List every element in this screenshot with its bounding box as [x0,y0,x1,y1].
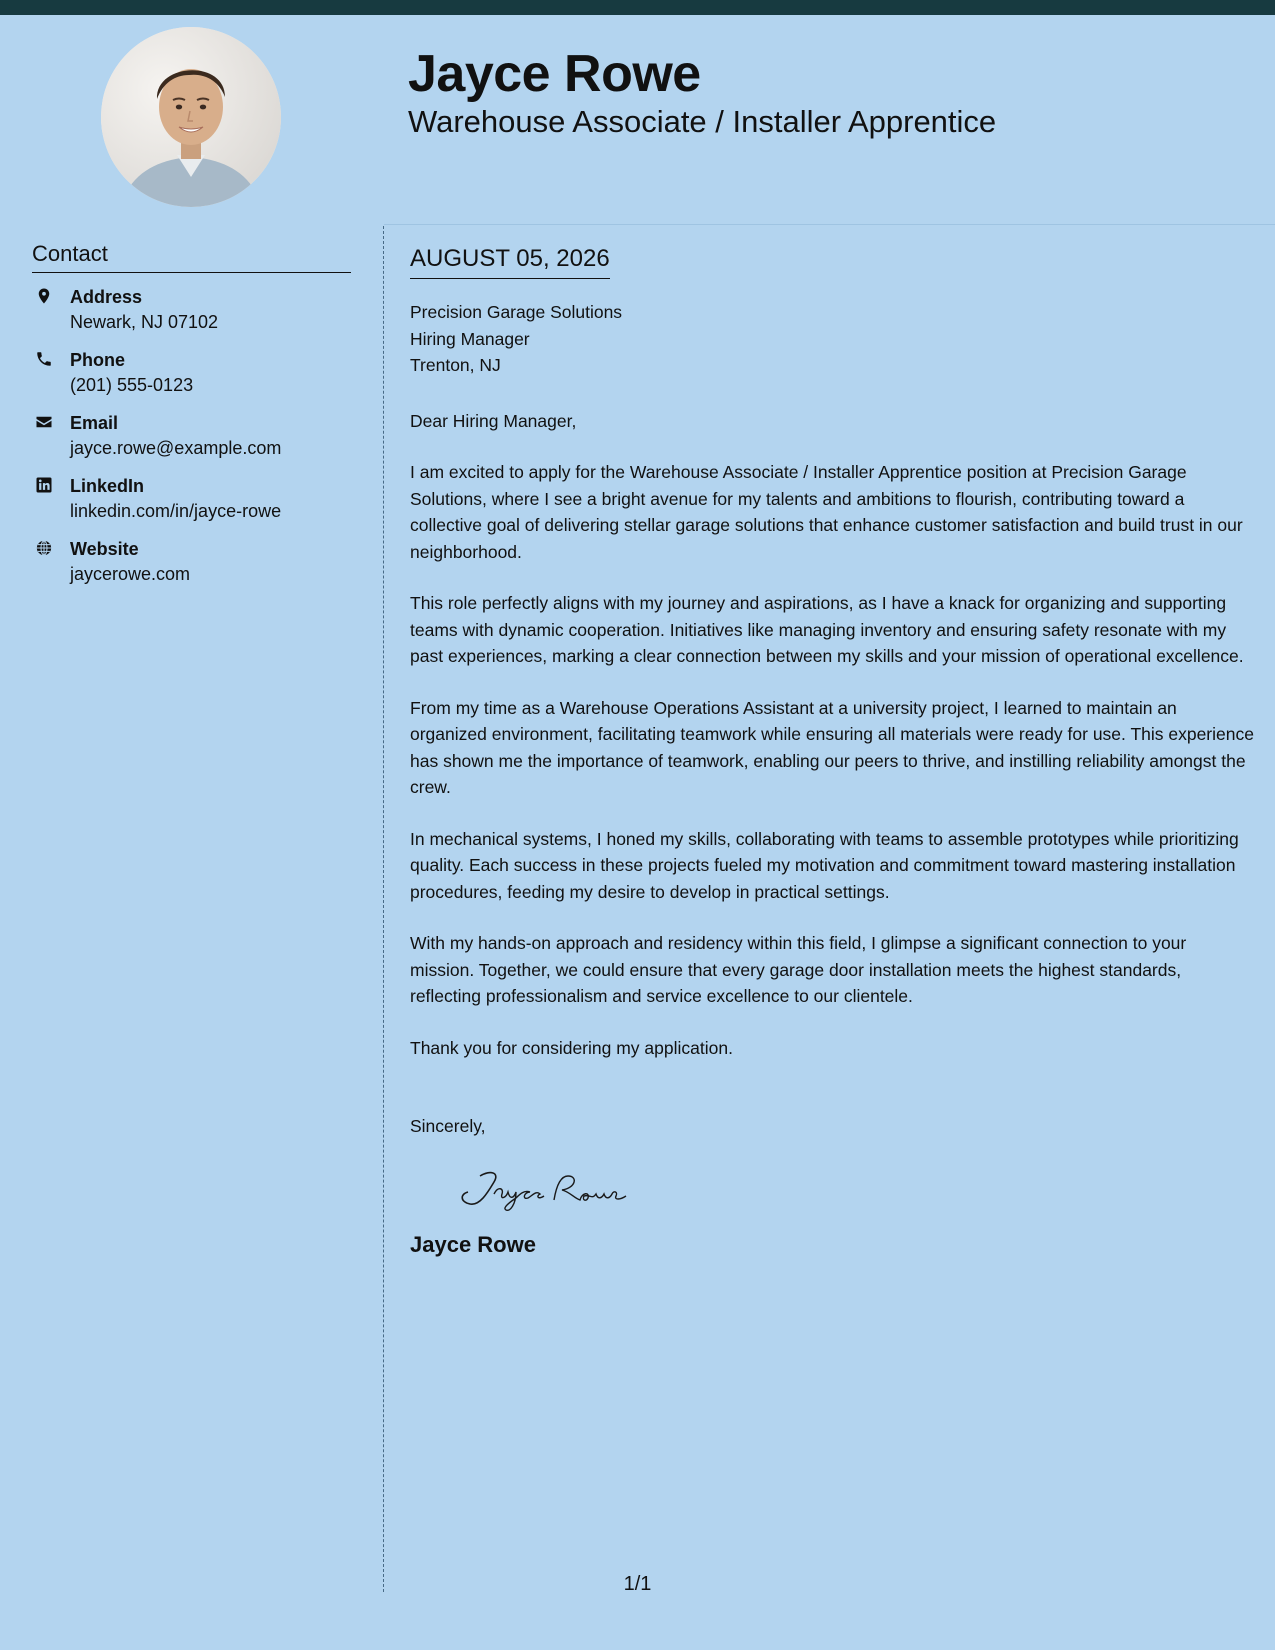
linkedin-icon [35,476,53,494]
top-bar [0,0,1275,15]
contact-label: Website [70,539,139,559]
body-paragraph: From my time as a Warehouse Operations Assistant at a university project, I learned to maintain an organized environment, facilitating teamwork while ensuring all materials were ready for use. This experience has shown me the importance of teamwork, enabling our peers to thrive, and instilling reliability amongst the crew. [410,697,1254,797]
page-number: 1/1 [623,1573,652,1595]
email-link[interactable]: jayce.rowe@example.com [70,438,282,458]
signer-name: Jayce Rowe [410,1231,536,1257]
website-link[interactable]: jaycerowe.com [70,564,191,584]
profile-photo [101,27,281,207]
contact-heading: Contact [32,241,108,266]
contact-item-address [32,284,362,347]
header-divider [384,224,1275,225]
recipient-title: Hiring Manager [410,328,530,349]
phone-value: (201) 555-0123 [70,375,194,395]
globe-icon [35,539,53,557]
contact-label: Address [70,287,143,307]
body-paragraph: I am excited to apply for the Warehouse Associate / Installer Apprentice position at Precision Garage Solutions, where I see a bright avenue for my talents and ambitions to flourish, contributing toward a collective goal of delivering stellar garage solutions that enhance customer satisfaction and build trust in our neighborhood. [410,462,1243,562]
recipient-block [410,299,1255,379]
contact-label: Phone [70,350,126,370]
address-value: Newark, NJ 07102 [70,312,219,332]
contact-heading-underline [32,272,351,273]
closing: Sincerely, [410,1116,486,1136]
contact-item-website [32,536,362,599]
contact-item-phone [32,347,362,410]
recipient-location: Trenton, NJ [410,355,501,375]
contact-label: LinkedIn [70,476,145,496]
contact-item-email [32,410,362,473]
envelope-icon [35,413,53,431]
job-title: Warehouse Associate / Installer Apprentice [408,104,997,139]
letter-body [410,244,1255,1260]
linkedin-link[interactable]: linkedin.com/in/jayce-rowe [70,501,282,521]
salutation: Dear Hiring Manager, [410,410,577,431]
page-title: Jayce Rowe [408,45,701,103]
body-paragraph: In mechanical systems, I honed my skills, collaborating with teams to assemble prototypes while prioritizing quality. Each success in these projects fueled my motivation and commitment toward mastering installation procedures, feeding my desire to develop in practical settings. [410,828,1239,902]
thank-you-line: Thank you for considering my application. [410,1037,733,1058]
column-divider [383,226,384,1592]
recipient-company: Precision Garage Solutions [410,302,623,322]
signature [450,1160,640,1218]
map-pin-icon [35,287,53,305]
contact-label: Email [70,413,119,433]
phone-icon [35,350,53,368]
contact-item-linkedin [32,473,362,536]
contact-list [32,284,362,599]
body-paragraph: This role perfectly aligns with my journey and aspirations, as I have a knack for organizing and supporting teams with dynamic cooperation. Initiatives like managing inventory and ensuring safety resonate with my past experiences, marking a clear connection between my skills and your mission of operational excellence. [410,593,1244,666]
body-paragraph: With my hands-on approach and residency within this field, I glimpse a significant connection to your mission. Together, we could ensure that every garage door installation meets the highest standards, reflecting professionalism and service excellence to our clientele. [410,933,1187,1006]
letter-date: AUGUST 05, 2026 [410,244,610,279]
